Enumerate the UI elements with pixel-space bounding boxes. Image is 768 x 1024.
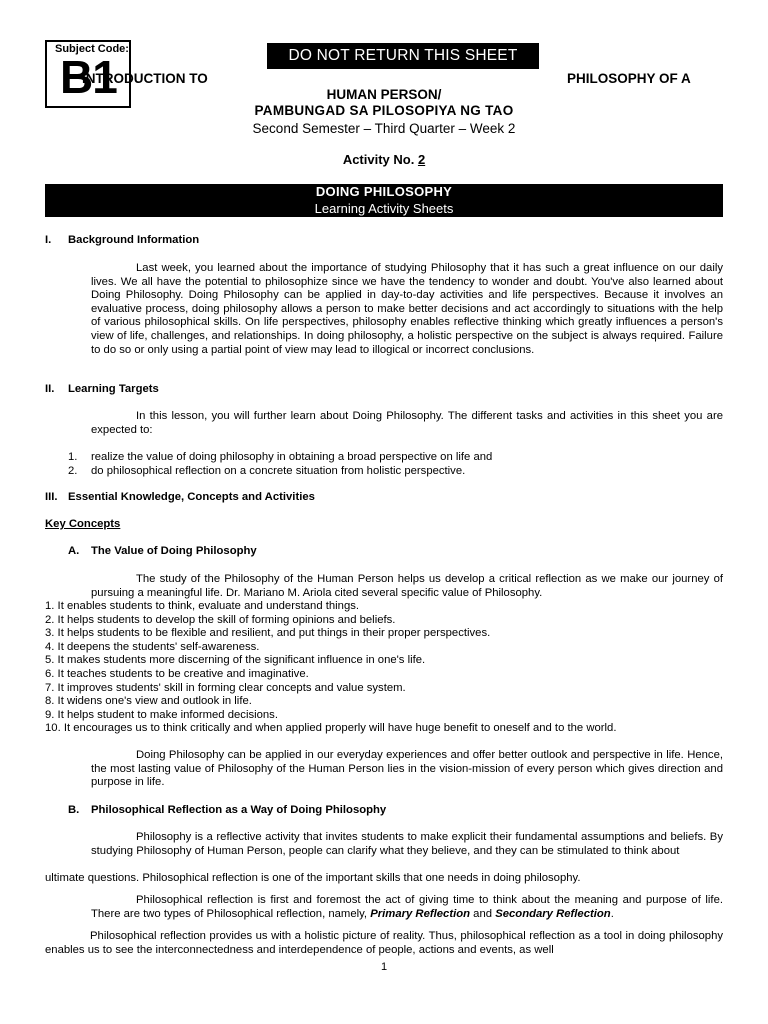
- page-number: 1: [380, 961, 388, 973]
- list-item: 6. It teaches students to be creative and imaginative.: [45, 667, 309, 680]
- list-item: 9. It helps student to make informed decisions.: [45, 708, 278, 721]
- banner-title: DOING PHILOSOPHY: [315, 184, 453, 199]
- subsection-a-closing: Doing Philosophy can be applied in our everyday experiences and offer better outlook and perspective in life. Hence, the most lasting value of Philosophy of the Human Person lies in the vision-mission of every person which gives direction and purpose in life.: [91, 749, 723, 789]
- subsection-b-letter: B.: [68, 804, 80, 816]
- subject-code-label: Subject Code:: [55, 43, 129, 55]
- title-line3: PAMBUNGAD SA PILOSOPIYA NG TAO: [254, 103, 514, 118]
- list-item: 8. It widens one's view and outlook in life.: [45, 695, 252, 708]
- banner-subtitle: Learning Activity Sheets: [314, 201, 454, 216]
- do-not-return-notice: DO NOT RETURN THIS SHEET: [267, 43, 539, 69]
- section-2-heading: Learning Targets: [68, 383, 159, 395]
- learning-target-2-text: do philosophical reflection on a concrete situation from holistic perspective.: [91, 465, 466, 477]
- subsection-a-intro: The study of the Philosophy of the Human Person helps us develop a critical reflection as we make our journey of pursuing a meaningful life. Dr. Mariano M. Ariola cited several specific value of Philosophy.: [91, 573, 723, 599]
- activity-number-value: 2: [417, 152, 426, 167]
- subsection-a-title: The Value of Doing Philosophy: [91, 545, 257, 557]
- subsection-b-paragraph-2: Philosophical reflection is first and foremost the act of giving time to think about the meaning and purpose of life. There are two types of Philosophical reflection, namely, Primary Reflection and Secondary Reflection.: [91, 894, 723, 920]
- list-item: 5. It makes students more discerning of the significant influence in one's life.: [45, 654, 426, 667]
- key-concepts-heading: Key Concepts: [45, 518, 121, 530]
- section-2-number: II.: [45, 383, 55, 395]
- subject-code-value: B1: [60, 51, 117, 103]
- learning-target-1: 1.: [68, 451, 78, 463]
- learning-target-2: 2.: [68, 465, 78, 477]
- learning-target-1-text: realize the value of doing philosophy in obtaining a broad perspective on life and: [91, 451, 493, 463]
- subsection-b-title: Philosophical Reflection as a Way of Doing Philosophy: [91, 804, 387, 816]
- values-list: [45, 600, 616, 736]
- list-item: 7. It improves students' skill in forming clear concepts and value system.: [45, 681, 406, 694]
- subsection-b-paragraph-1-continued: ultimate questions. Philosophical reflection is one of the important skills that one needs in doing philosophy.: [45, 872, 581, 884]
- secondary-reflection-term: Secondary Reflection: [495, 907, 611, 920]
- section-2-paragraph: In this lesson, you will further learn about Doing Philosophy. The different tasks and activities in this sheet you are expected to:: [91, 410, 723, 436]
- section-3-heading: Essential Knowledge, Concepts and Activities: [68, 491, 315, 503]
- list-item: 2. It helps students to develop the skill of forming opinions and beliefs.: [45, 613, 396, 626]
- primary-reflection-term: Primary Reflection: [370, 907, 471, 920]
- title-line2: HUMAN PERSON/: [326, 87, 442, 102]
- list-item: 10. It encourages us to think critically and when applied properly will have huge benefit to oneself and to the world.: [45, 722, 617, 735]
- section-3-number: III.: [45, 491, 58, 503]
- section-1-paragraph: Last week, you learned about the importance of studying Philosophy that it has such a great influence on our daily lives. We all have the potential to philosophize since we have the tendency to wonder and doubt. You've also learned about Doing Philosophy. Doing Philosophy can be applied in day-to-day activities and life perspectives. Because it involves an evaluative process, doing philosophy allows a person to make better decisions and act accordingly to situations with the help of various philosophical skills. On life perspectives, philosophy enables reflective thinking which greatly influences a person's view of life, challenges, and relationships. In doing philosophy, a holistic perspective on the subject is always required. Failure to do so or only using a partial point of view may lead to illogical or incorrect conclusions.: [91, 262, 723, 356]
- subsection-a-letter: A.: [68, 545, 80, 557]
- list-item: 4. It deepens the students' self-awareness.: [45, 640, 260, 653]
- term-line: Second Semester – Third Quarter – Week 2: [252, 121, 516, 136]
- list-item: 1. It enables students to think, evaluate and understand things.: [45, 600, 360, 612]
- title-banner: [45, 184, 723, 217]
- subsection-b-paragraph-1: Philosophy is a reflective activity that invites students to make explicit their fundamental assumptions and beliefs. By studying Philosophy of Human Person, people can clarify what they believe, and they can be stimulated to think about: [91, 831, 723, 857]
- section-1-number: I.: [45, 234, 52, 246]
- section-1-heading: Background Information: [68, 234, 200, 246]
- title-right: PHILOSOPHY OF A: [567, 71, 691, 86]
- subsection-b-paragraph-3: Philosophical reflection provides us with a holistic picture of reality. Thus, philosophical reflection as a tool in doing philosophy enables us to see the interconnectedness and interdependence of people, actions and events, as well: [45, 930, 723, 956]
- list-item: 3. It helps students to be flexible and resilient, and put things in their proper perspectives.: [45, 627, 491, 640]
- activity-label: Activity No.: [342, 152, 415, 167]
- activity-number: [0, 152, 768, 167]
- title-left: INTRODUCTION TO: [82, 71, 208, 86]
